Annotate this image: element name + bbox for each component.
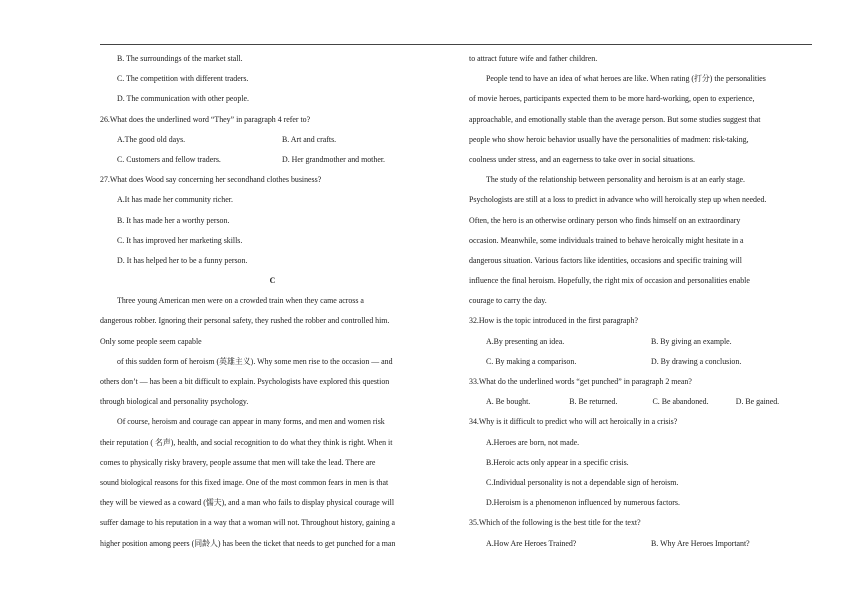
option-text: A.By presenting an idea.	[486, 336, 565, 346]
text-line: of movie heroes, participants expected them to be more hard-working, open to experience,	[469, 94, 755, 104]
text-line: B. The surroundings of the market stall.	[117, 54, 243, 63]
text-line: A.Heroes are born, not made.	[486, 437, 580, 447]
left-column	[100, 49, 445, 554]
option-text: C. By making a comparison.	[486, 356, 577, 366]
text-line: B.Heroic acts only appear in a specific crisis.	[486, 457, 629, 467]
option-text: D. By drawing a conclusion.	[651, 356, 742, 366]
text-line: others don’t — has been a bit difficult to explain. Psychologists have explored this question	[100, 377, 390, 386]
text-line: sound biological reasons for this fixed image. One of the most common fears in men is that	[100, 477, 389, 487]
text-line: C. It has improved her marketing skills.	[117, 235, 243, 245]
option-row	[469, 332, 819, 352]
text-line: 33.What do the underlined words “get punched” in paragraph 2 mean?	[469, 377, 692, 386]
text-line: D. The communication with other people.	[117, 94, 249, 104]
text-line: they will be viewed as a coward (懦夫), and a man who fails to display physical courage will	[100, 498, 395, 508]
option-text: C. Be abandoned.	[652, 397, 709, 407]
text-line: approachable, and emotionally stable than the average person. But some studies suggest that	[469, 114, 761, 124]
text-line: dangerous robber. Ignoring their personal safety, they rushed the robber and controlled him.	[100, 316, 390, 326]
text-line: D.Heroism is a phenomenon influenced by numerous factors.	[486, 498, 680, 508]
text-line: D. It has helped her to be a funny person.	[117, 255, 248, 265]
text-line: 32.How is the topic introduced in the first paragraph?	[469, 316, 638, 326]
option-text: D. Be gained.	[735, 397, 780, 407]
right-column	[469, 49, 819, 554]
text-line: The study of the relationship between personality and heroism is at an early stage.	[486, 175, 746, 185]
option-text: B. By giving an example.	[651, 336, 732, 346]
text-line: to attract future wife and father children.	[469, 54, 598, 63]
text-line: 27.What does Wood say concerning her secondhand clothes business?	[100, 175, 322, 185]
option-text: B. Art and crafts.	[282, 134, 337, 144]
text-line: dangerous situation. Various factors like identities, occasions and specific training will	[469, 255, 742, 265]
text-line: suffer damage to his reputation in a way that a woman will not. Throughout history, gaining a	[100, 518, 396, 528]
text-line: of this sudden form of heroism (英雄主义). Why some men rise to the occasion — and	[117, 356, 393, 366]
text-line: people who show heroic behavior usually have the personalities of madmen: risk-taking,	[469, 134, 749, 144]
option-text: B. Be returned.	[569, 397, 618, 407]
text-line: occasion. Meanwhile, some individuals trained to behave heroically might hesitate in a	[469, 235, 744, 245]
option-row	[469, 352, 819, 372]
text-line: coolness under stress, and an eagerness to take over in social situations.	[469, 154, 695, 164]
text-line: Of course, heroism and courage can appear in many forms, and men and women risk	[117, 417, 385, 427]
option-text: A. Be bought.	[486, 397, 531, 407]
text-line: C.Individual personality is not a dependable sign of heroism.	[486, 477, 679, 487]
text-line: 35.Which of the following is the best title for the text?	[469, 518, 641, 528]
option-row	[100, 150, 445, 170]
text-line: Often, the hero is an otherwise ordinary person who finds himself on an extraordinary	[469, 215, 741, 225]
option-text: D. Her grandmother and mother.	[282, 154, 385, 164]
option-text: C. Customers and fellow traders.	[117, 154, 221, 164]
option-row	[100, 130, 445, 150]
text-line: A.It has made her community richer.	[117, 195, 233, 205]
option-row	[469, 534, 819, 554]
text-line: their reputation ( 名声), health, and social recognition to do what they think is right. When it	[100, 437, 393, 447]
text-line: Three young American men were on a crowded train when they came across a	[117, 296, 364, 306]
text-line: 26.What does the underlined word “They” in paragraph 4 refer to?	[100, 114, 311, 124]
text-line: C. The competition with different traders.	[117, 74, 249, 84]
section-heading: C	[269, 276, 276, 286]
option-row	[469, 392, 819, 412]
option-text: A.How Are Heroes Trained?	[486, 538, 577, 548]
text-line: Only some people seem capable	[100, 336, 202, 346]
text-line: influence the final heroism. Hopefully, the right mix of occasion and personalities enable	[469, 276, 750, 286]
text-line: higher position among peers (同龄人) has been the ticket that needs to get punched for a man	[100, 538, 396, 548]
text-line: B. It has made her a worthy person.	[117, 215, 230, 225]
text-line: People tend to have an idea of what heroes are like. When rating (打分) the personalities	[486, 74, 766, 84]
option-text: A.The good old days.	[117, 134, 186, 144]
text-line: through biological and personality psychology.	[100, 397, 249, 407]
text-line: Psychologists are still at a loss to predict in advance who will heroically step up when needed.	[469, 195, 767, 205]
text-line: 34.Why is it difficult to predict who will act heroically in a crisis?	[469, 417, 678, 427]
option-text: B. Why Are Heroes Important?	[651, 538, 750, 548]
text-line: comes to physically risky bravery, people assume that men will take the lead. There are	[100, 457, 376, 467]
header-rule	[100, 44, 812, 45]
text-line: courage to carry the day.	[469, 296, 547, 306]
